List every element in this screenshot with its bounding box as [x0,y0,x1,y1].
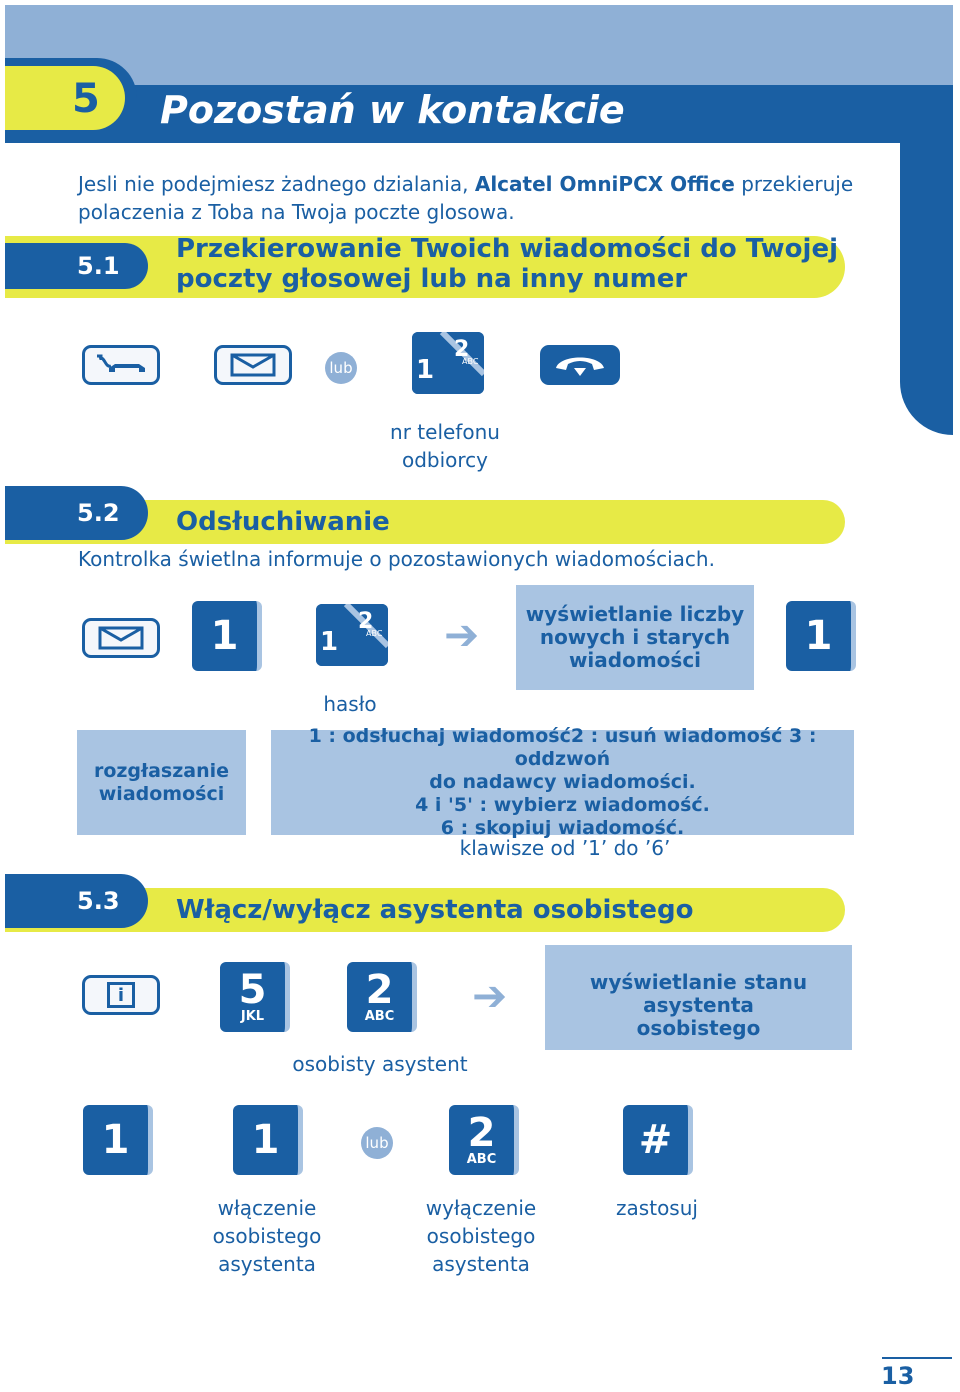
keypad-icon[interactable] [412,332,484,394]
keypad-key-2: 2 [358,609,374,634]
keypad-key-1: 1 [320,627,339,657]
section-5-1-number: 5.1 [5,243,148,289]
handset-icon [550,350,610,380]
envelope-icon [94,625,148,651]
page-number-rule [882,1357,952,1359]
assistant-status-info: wyświetlanie stanu asystenta osobistego [545,945,852,1050]
page-number: 13 [881,1362,915,1390]
password-caption: hasło [323,692,377,716]
forward-call-icon [91,350,151,380]
recipient-number-caption: nr telefonu odbiorcy [390,420,500,472]
arrow-icon: ➔ [444,610,480,659]
side-bar [900,85,953,435]
disable-assistant-caption: wyłączenie osobistego asystenta [425,1196,537,1276]
forward-key[interactable] [82,345,160,385]
chapter-number: 5 [72,76,100,122]
message-count-info: wyświetlanie liczby nowych i starych wiadomości [516,585,754,690]
brand-name: Alcatel OmniPCX Office [474,172,735,196]
keypad-key-1: 1 [416,355,435,385]
key-hash[interactable]: # [623,1105,693,1175]
keypad-key-2: 2 [454,337,470,362]
section-5-2-title: Odsłuchiwanie [176,507,390,537]
intro-text: Jesli nie podejmiesz żadnego dzialania, Alcatel OmniPCX Office przekieruje polaczenia z Toba na Twoja poczte glosowa. [78,172,854,224]
section-5-3-number: 5.3 [5,874,148,928]
key-2[interactable]: 2 ABC [449,1105,519,1175]
personal-assistant-caption: osobisty asystent [292,1052,468,1076]
or-badge: lub [361,1127,393,1159]
header-band [5,5,953,85]
broadcast-message-info: rozgłaszanie wiadomości [77,730,246,835]
info-key[interactable] [82,975,160,1015]
enable-assistant-caption: włączenie osobistego asystenta [212,1196,322,1276]
section-5-2-number: 5.2 [5,486,148,540]
mailbox-key[interactable] [214,345,292,385]
mailbox-key[interactable] [82,618,160,658]
key-1[interactable]: 1 [233,1105,303,1175]
section-5-1-title: Przekierowanie Twoich wiadomości do Twojej poczty głosowej lub na inny numer [176,234,838,294]
keypad-key-2-letters: ABC [462,357,479,366]
keypad-icon[interactable] [316,604,388,666]
arrow-icon: ➔ [472,971,508,1020]
section-5-3-title: Włącz/wyłącz asystenta osobistego [176,895,694,925]
key-1[interactable]: 1 [83,1105,153,1175]
keys-range-caption: klawisze od ’1’ do ’6’ [459,836,671,860]
key-2[interactable]: 2 ABC [347,962,417,1032]
hang-up-key[interactable] [540,345,620,385]
apply-caption: zastosuj [616,1196,698,1220]
key-1[interactable]: 1 [192,601,262,671]
keypad-key-2-letters: ABC [366,629,383,638]
info-icon: i [107,982,135,1008]
chapter-title: Pozostań w kontakcie [160,88,625,132]
key-5[interactable]: 5 JKL [220,962,290,1032]
envelope-icon [226,352,280,378]
playback-options-info: 1 : odsłuchaj wiadomość2 : usuń wiadomość 3 : oddzwoń do nadawcy wiadomości. 4 i '5' : wybierz wiadomość. 6 : skopiuj wiadomość. [271,730,854,835]
chapter-tab-highlight [5,66,125,130]
message-light-description: Kontrolka świetlna informuje o pozostawionych wiadomościach. [78,547,715,571]
or-badge: lub [325,352,357,384]
key-1[interactable]: 1 [786,601,856,671]
